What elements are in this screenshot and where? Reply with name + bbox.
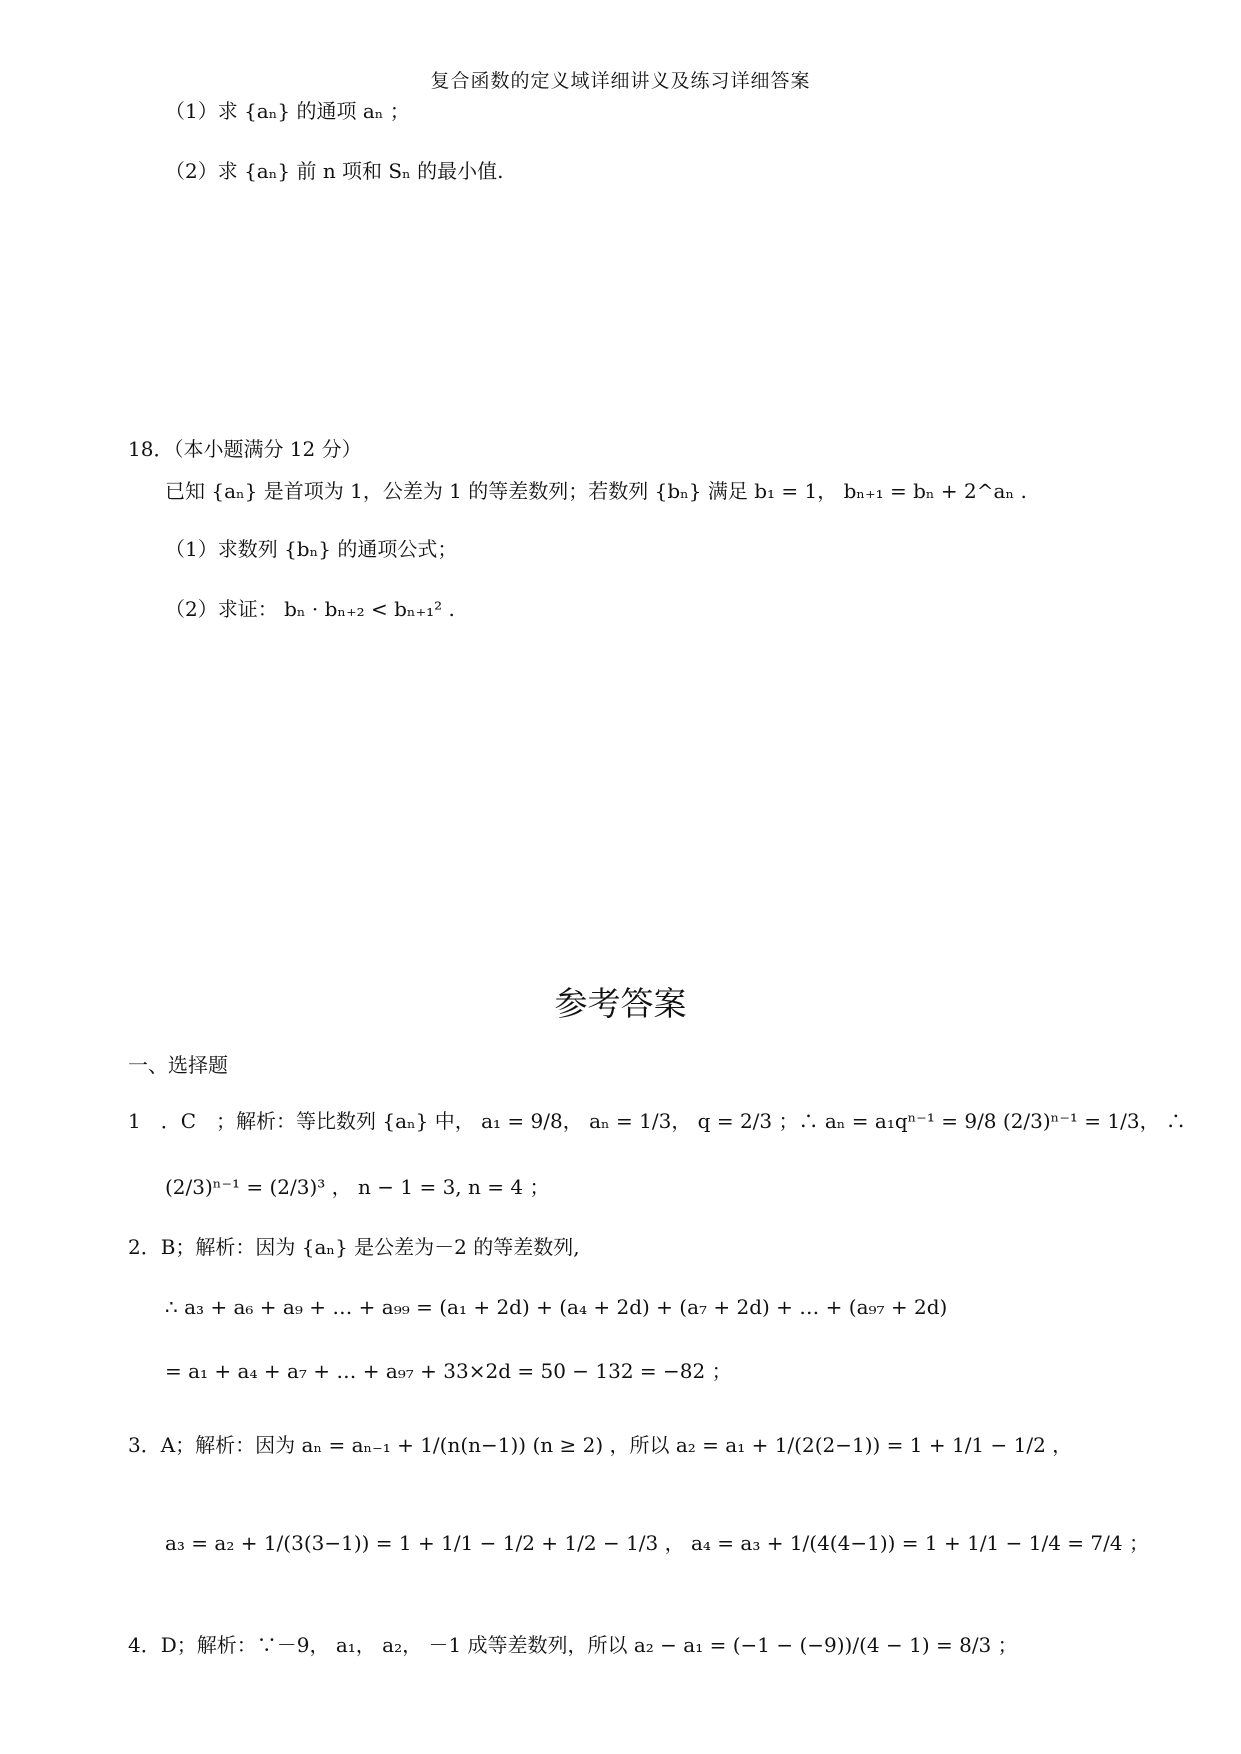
answer3-line2: a₃ = a₂ + 1/(3(3−1)) = 1 + 1/1 − 1/2 + 1/2 − 1/3 ， a₄ = a₃ + 1/(4(4−1)) = 1 + 1/1 − 1/4 = 7/4 ； — [165, 1531, 1149, 1555]
problem17-part1: （1）求 {aₙ} 的通项 aₙ ； — [165, 99, 410, 123]
answer2-line3: = a₁ + a₄ + a₇ + … + a₉₇ + 33×2d = 50 − 132 = −82 ； — [165, 1359, 732, 1383]
answer2-line1: 2．B；解析：因为 {aₙ} 是公差为－2 的等差数列, — [128, 1235, 580, 1259]
problem17-part2: （2）求 {aₙ} 前 n 项和 Sₙ 的最小值. — [165, 159, 504, 183]
answer3-line1: 3．A；解析：因为 aₙ = aₙ₋₁ + 1/(n(n−1)) (n ≥ 2) ，所以 a₂ = a₁ + 1/(2(2−1)) = 1 + 1/1 − 1/2 ， — [128, 1433, 1073, 1457]
problem18-stem: 已知 {aₙ} 是首项为 1，公差为 1 的等差数列；若数列 {bₙ} 满足 b₁ = 1， bₙ₊₁ = bₙ + 2^aₙ . — [165, 479, 1027, 503]
problem18-part2: （2）求证： bₙ · bₙ₊₂ < bₙ₊₁² . — [165, 597, 455, 621]
answer2-line2: ∴ a₃ + a₆ + a₉ + … + a₉₉ = (a₁ + 2d) + (a₄ + 2d) + (a₇ + 2d) + … + (a₉₇ + 2d) — [165, 1295, 948, 1319]
answers-section-heading: 一、选择题 — [128, 1053, 228, 1077]
problem18-part1: （1）求数列 {bₙ} 的通项公式； — [165, 537, 458, 561]
problem18-heading: 18．（本小题满分 12 分） — [128, 437, 362, 461]
answers-title: 参考答案 — [554, 984, 687, 1023]
answer4-line1: 4．D；解析：∵－9， a₁， a₂， －1 成等差数列，所以 a₂ − a₁ = (−1 − (−9))/(4 − 1) = 8/3 ； — [128, 1633, 1018, 1657]
page-header: 复合函数的定义域详细讲义及练习详细答案 — [430, 70, 811, 92]
answer1-line2: (2/3)ⁿ⁻¹ = (2/3)³ ， n − 1 = 3, n = 4 ； — [165, 1175, 550, 1199]
answer1-line1: 1 ．C ；解析：等比数列 {aₙ} 中， a₁ = 9/8， aₙ = 1/3， q = 2/3 ；∴ aₙ = a₁qⁿ⁻¹ = 9/8 (2/3)ⁿ⁻¹ = 1/3， ∴ — [128, 1109, 1186, 1133]
